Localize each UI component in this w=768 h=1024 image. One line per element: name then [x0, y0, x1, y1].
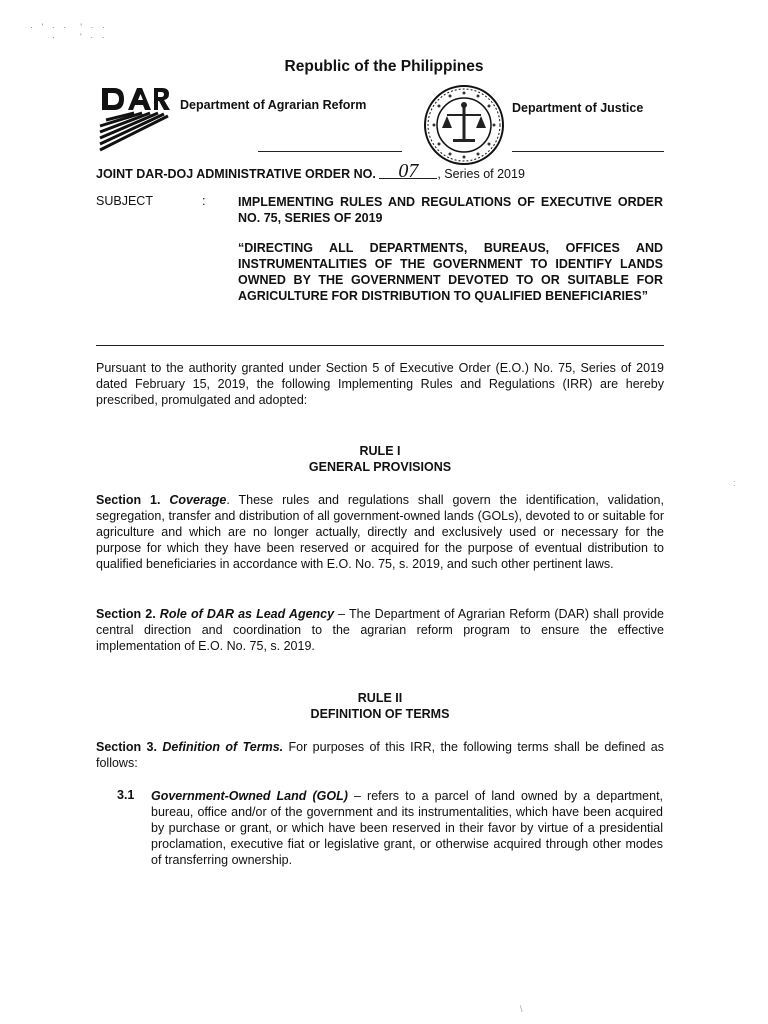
- subject-colon: :: [202, 194, 206, 208]
- preamble-paragraph: Pursuant to the authority granted under Section 5 of Executive Order (E.O.) No. 75, Series of 2019 dated February 15, 2019, the following Implementing Rules and Regulations (IRR) are hereby prescribed, promulgated and adopted:: [96, 361, 664, 407]
- scan-mark: :: [733, 478, 736, 488]
- subject-label: SUBJECT: [96, 194, 153, 208]
- section-1-label: Section 1.: [96, 493, 161, 507]
- rule-1-title: GENERAL PROVISIONS: [308, 460, 452, 474]
- subject-line-1: IMPLEMENTING RULES AND REGULATIONS OF EXECUTIVE ORDER NO. 75, SERIES OF 2019: [238, 195, 663, 225]
- section-3-text: For purposes of this IRR, the following terms shall be defined as follows:: [96, 740, 664, 770]
- rule-1-number: RULE I: [359, 444, 401, 458]
- section-1-text: . These rules and regulations shall govern the identification, validation, segregation, transfer and distribution of all government-owned lands (GOLs), devoted to or suitable for agriculture and which are no longer actually, directly and exclusively used or necessary for the purpose for which they have been reserved or acquired for the purpose of eventual distribution to qualified beneficiaries in accordance with E.O. No. 75, s. 2019, and such other pertinent laws.: [96, 493, 664, 571]
- section-3-heading: Definition of Terms.: [162, 740, 284, 754]
- section-2-heading: Role of DAR as Lead Agency: [159, 607, 335, 621]
- order-number-line: [96, 160, 696, 182]
- rule-2-heading: [96, 690, 664, 722]
- signature-line-dar: [258, 151, 402, 152]
- doj-department-name: Department of Justice: [512, 101, 644, 115]
- order-number: 07: [379, 164, 437, 179]
- subject-line-2: “DIRECTING ALL DEPARTMENTS, BUREAUS, OFFICES AND INSTRUMENTALITIES OF THE GOVERNMENT TO IDENTIFY LANDS OWNED BY THE GOVERNMENT DEVOTED TO OR SUITABLE FOR AGRICULTURE FOR DISTRIBUTION TO QUALIFIED BENEFICIARIES”: [238, 241, 663, 303]
- signature-line-doj: [512, 151, 664, 152]
- dar-department-name: Department of Agrarian Reform: [180, 98, 367, 112]
- item-3-1-text: – refers to a parcel of land owned by a department, bureau, office and/or of the government and its instrumentalities, which have been acquired by purchase or grant, or which have been reserved in their favor by virtue of a presidential proclamation, executive fiat or legislative grant, or otherwise acquired through other modes of transferring ownership.: [151, 789, 664, 867]
- rule-2-number: RULE II: [357, 691, 403, 705]
- subject-block: [238, 194, 663, 318]
- rule-2-title: DEFINITION OF TERMS: [310, 707, 450, 721]
- order-prefix: JOINT DAR-DOJ ADMINISTRATIVE ORDER NO.: [96, 167, 376, 181]
- section-3-label: Section 3.: [96, 740, 157, 754]
- subject-divider: [96, 345, 664, 346]
- doj-seal-icon: [423, 84, 505, 166]
- item-3-1-number: 3.1: [117, 788, 135, 802]
- section-2-text: – The Department of Agrarian Reform (DAR) shall provide central direction and coordination to the agrarian reform program to ensure the effective implementation of E.O. No. 75, s. 2019.: [96, 607, 664, 653]
- section-2-label: Section 2.: [96, 607, 156, 621]
- rule-1-heading: [96, 443, 664, 475]
- section-1-heading: Coverage: [169, 493, 227, 507]
- dar-logo-icon: [98, 86, 170, 152]
- country-title: Republic of the Philippines: [284, 58, 484, 75]
- order-series: , Series of 2019: [437, 167, 525, 181]
- item-3-1-paragraph: [151, 788, 663, 868]
- scan-mark: \: [520, 1004, 523, 1014]
- section-3-paragraph: [96, 739, 664, 771]
- item-3-1-term: Government-Owned Land (GOL): [151, 789, 348, 803]
- scan-specks: · ' · · ' · · · ' · ·: [30, 22, 108, 42]
- section-1-paragraph: [96, 492, 664, 572]
- section-2-paragraph: [96, 606, 664, 654]
